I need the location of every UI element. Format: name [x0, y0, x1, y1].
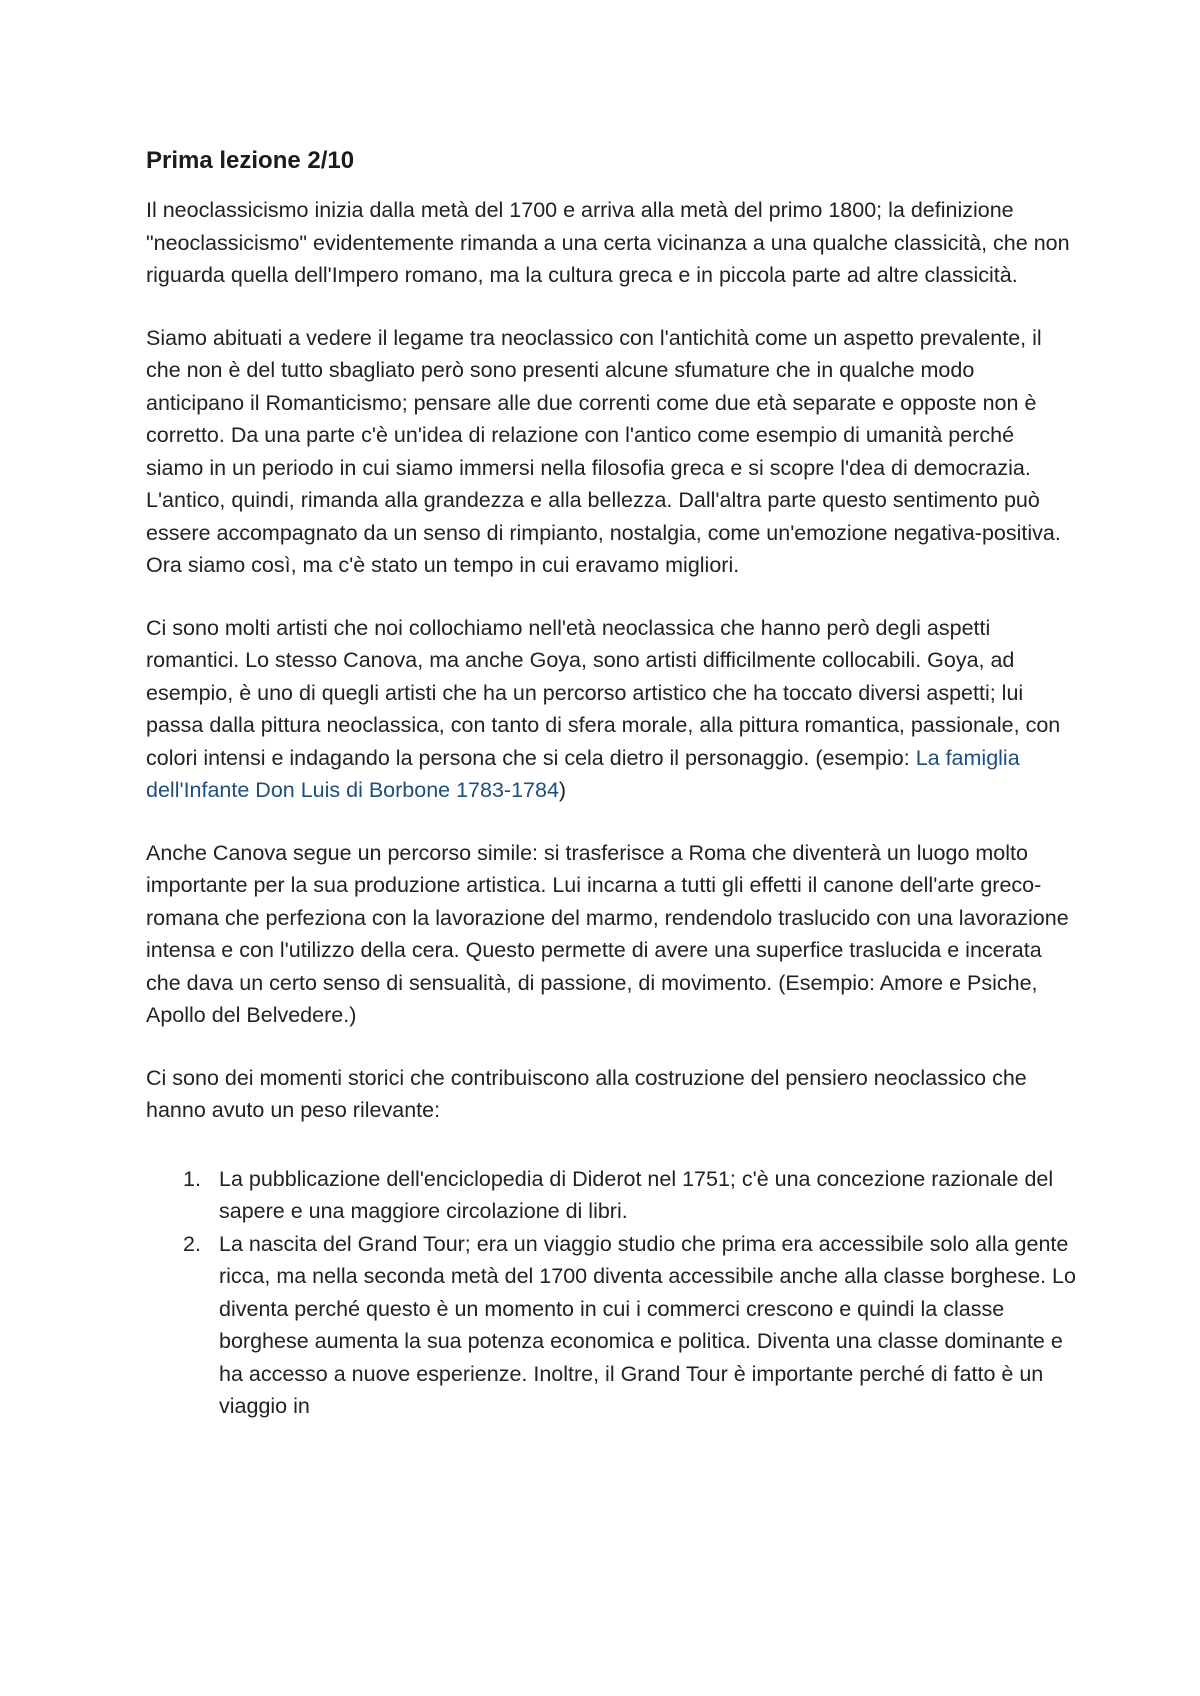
goya-painting-link[interactable]: La famiglia dell'Infante Don Luis di Borbone 1783-1784	[146, 745, 1020, 802]
historical-moments-list	[146, 1163, 1076, 1423]
page-title: Prima lezione 2/10	[146, 147, 355, 174]
list-item-text: La pubblicazione dell'enciclopedia di Diderot nel 1751; c'è una concezione razionale del sapere e una maggiore circolazione di libri.	[219, 1166, 1054, 1223]
paragraph-intro: Il neoclassicismo inizia dalla metà del 1700 e arriva alla metà del primo 1800; la definizione "neoclassicismo" evidentemente rimanda a una certa vicinanza a una qualche classicità, che non riguarda quella dell'Impero romano, ma la cultura greca e in piccola parte ad altre classicità.	[146, 198, 1070, 287]
list-item	[146, 1228, 1076, 1423]
list-item-number: 2.	[183, 1231, 201, 1256]
paragraph-artists-text: Ci sono molti artisti che noi collochiamo nell'età neoclassica che hanno però degli aspetti romantici. Lo stesso Canova, ma anche Goya, sono artisti difficilmente collocabili. Goya, ad esempio, è uno di quegli artisti che ha un percorso artistico che ha toccato diversi aspetti; lui passa dalla pittura neoclassica, con tanto di sfera morale, alla pittura romantica, passionale, con colori intensi e indagando la persona che si cela dietro il personaggio. (esempio:	[146, 615, 1061, 770]
paragraph-canova: Anche Canova segue un percorso simile: si trasferisce a Roma che diventerà un luogo molto importante per la sua produzione artistica. Lui incarna a tutti gli effetti il canone dell'arte greco-romana che perfeziona con la lavorazione del marmo, rendendolo traslucido con una lavorazione intensa e con l'utilizzo della cera. Questo permette di avere una superfice traslucida e incerata che dava un certo senso di sensualità, di passione, di movimento. (Esempio: Amore e Psiche, Apollo del Belvedere.)	[146, 840, 1069, 1027]
paragraph-antiquity: Siamo abituati a vedere il legame tra neoclassico con l'antichità come un aspetto prevalente, il che non è del tutto sbagliato però sono presenti alcune sfumature che in qualche modo anticipano il Romanticismo; pensare alle due correnti come due età separate e opposte non è corretto. Da una parte c'è un'idea di relazione con l'antico come esempio di umanità perché siamo in un periodo in cui siamo immersi nella filosofia greca e si scopre l'dea di democrazia. L'antico, quindi, rimanda alla grandezza e alla bellezza. Dall'altra parte questo sentimento può essere accompagnato da un senso di rimpianto, nostalgia, come un'emozione negativa-positiva. Ora siamo così, ma c'è stato un tempo in cui eravamo migliori.	[146, 325, 1061, 577]
list-item-number: 1.	[183, 1166, 201, 1191]
document-page	[146, 146, 1076, 1423]
paragraph-artists-end: )	[558, 778, 567, 802]
list-item-text: La nascita del Grand Tour; era un viaggio studio che prima era accessibile solo alla gente ricca, ma nella seconda metà del 1700 diventa accessibile anche alla classe borghese. Lo diventa perché questo è un momento in cui i commerci crescono e quindi la classe borghese aumenta la sua potenza economica e politica. Diventa una classe dominante e ha accesso a nuove esperienze. Inoltre, il Grand Tour è importante perché di fatto è un viaggio in	[219, 1231, 1076, 1418]
list-item	[146, 1163, 1076, 1228]
paragraph-artists	[146, 612, 1076, 807]
paragraph-historical-moments: Ci sono dei momenti storici che contribuiscono alla costruzione del pensiero neoclassico che hanno avuto un peso rilevante:	[146, 1065, 1027, 1122]
